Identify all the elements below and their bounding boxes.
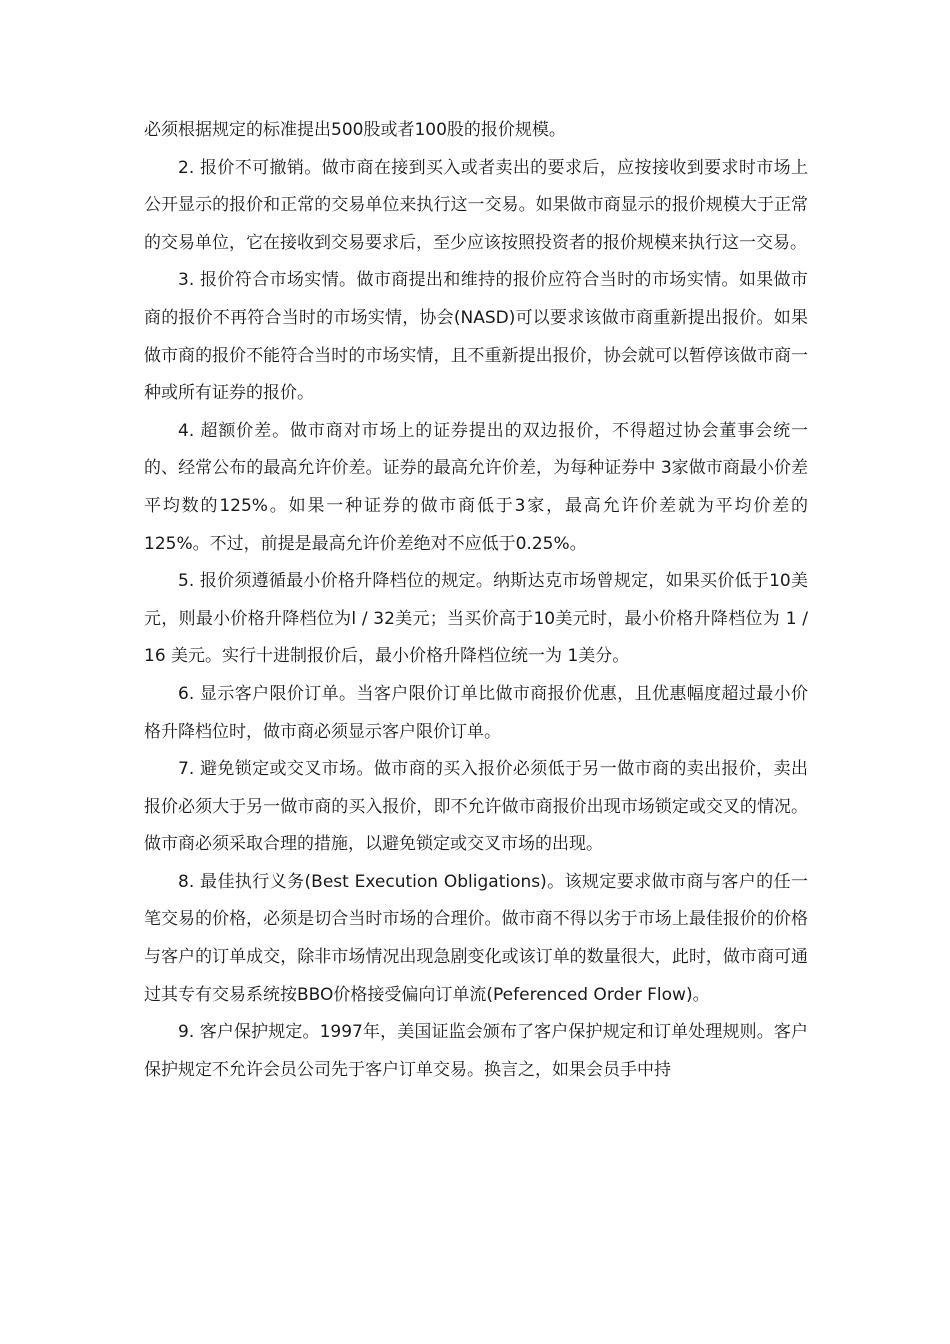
paragraph-item-7: 7. 避免锁定或交叉市场。做市商的买入报价必须低于另一做市商的卖出报价，卖出报价必须大于另一做市商的买入报价，即不允许做市商报价出现市场锁定或交叉的情况。做市商必须采取合理的措施，以避免锁定或交叉市场的出现。 (144, 759, 808, 855)
paragraph-item-4: 4. 超额价差。做市商对市场上的证券提出的双边报价，不得超过协会董事会统一的、经常公布的最高允许价差。证券的最高允许价差，为每种证券中 3家做市商最小价差平均数的125%。如果一种证券的做市商低于3家，最高允许价差就为平均价差的125%。不过，前提是最高允许价差绝对不应低于0.25%。 (144, 420, 808, 554)
document-body (144, 112, 808, 1089)
paragraph-item-2: 2. 报价不可撤销。做市商在接到买入或者卖出的要求后，应按接收到要求时市场上公开显示的报价和正常的交易单位来执行这一交易。如果做市商显示的报价规模大于正常的交易单位，它在接收到交易要求后，至少应该按照投资者的报价规模来执行这一交易。 (144, 157, 808, 253)
paragraph-item-5: 5. 报价须遵循最小价格升降档位的规定。纳斯达克市场曾规定，如果买价低于10美元，则最小价格升降档位为l / 32美元；当买价高于10美元时，最小价格升降档位为 1 / 16 美元。实行十进制报价后，最小价格升降档位统一为 1美分。 (144, 571, 808, 667)
paragraph-continuation: 必须根据规定的标准提出500股或者100股的报价规模。 (144, 120, 566, 140)
paragraph-item-8: 8. 最佳执行义务(Best Execution Obligations)。该规定要求做市商与客户的任一笔交易的价格，必须是切合当时市场的合理价。做市商不得以劣于市场上最佳报价的价格与客户的订单成交，除非市场情况出现急剧变化或该订单的数量很大，此时，做市商可通过其专有交易系统按BBO价格接受偏向订单流(Peferenced Order Flow)。 (144, 871, 808, 1005)
paragraph-item-9: 9. 客户保护规定。1997年，美国证监会颁布了客户保护规定和订单处理规则。客户保护规定不允许会员公司先于客户订单交易。换言之，如果会员手中持 (144, 1022, 808, 1080)
paragraph-item-6: 6. 显示客户限价订单。当客户限价订单比做市商报价优惠，且优惠幅度超过最小价格升降档位时，做市商必须显示客户限价订单。 (144, 683, 808, 742)
paragraph-item-3: 3. 报价符合市场实情。做市商提出和维持的报价应符合当时的市场实情。如果做市商的报价不再符合当时的市场实情，协会(NASD)可以要求该做市商重新提出报价。如果做市商的报价不能符合当时的市场实情，且不重新提出报价，协会就可以暂停该做市商一种或所有证券的报价。 (144, 270, 808, 404)
